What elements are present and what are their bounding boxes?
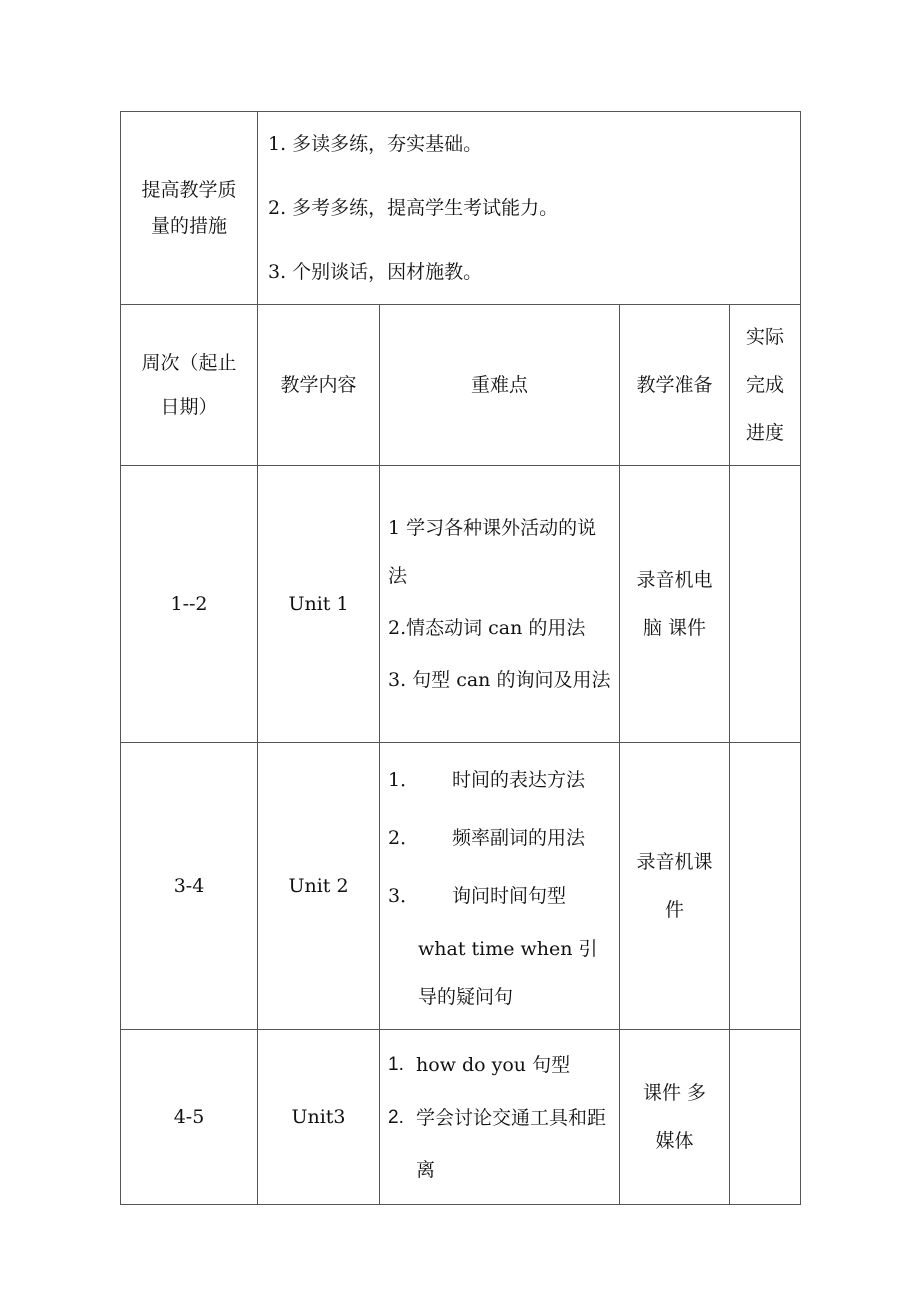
key-point-item <box>388 1038 611 1092</box>
preparation-text: 录音机电脑 课件 <box>636 569 713 639</box>
item-text: 时间的表达方法 <box>452 769 586 791</box>
item-number: 2. <box>388 1107 404 1128</box>
header-preparation: 教学准备 <box>620 305 730 466</box>
item-number: 2． <box>388 827 420 849</box>
teaching-plan-table <box>120 111 801 1205</box>
preparation-cell <box>620 466 730 743</box>
item-text: how do you 句型 <box>416 1054 571 1076</box>
content-cell: Unit 1 <box>258 466 380 743</box>
item-text: 学会讨论交通工具和距离 <box>416 1107 607 1181</box>
header-actual-text: 实际完成进度 <box>746 326 785 444</box>
header-week-text: 周次（起止日期） <box>141 352 237 418</box>
measures-row <box>121 112 801 305</box>
key-point-item: 3. 句型 can 的询问及用法 <box>388 669 611 691</box>
key-points-cell <box>380 466 620 743</box>
preparation-cell <box>620 1030 730 1205</box>
week-cell: 4-5 <box>121 1030 258 1205</box>
measure-item: 3. 个别谈话，因材施教。 <box>268 261 483 283</box>
item-text: 频率副词的用法 <box>452 827 586 849</box>
week-cell: 1--2 <box>121 466 258 743</box>
key-point-item: 2.情态动词 can 的用法 <box>388 617 586 639</box>
item-text: 询问时间句型 <box>452 885 567 907</box>
content-cell: Unit 2 <box>258 743 380 1030</box>
key-point-item <box>388 809 611 867</box>
header-week <box>121 305 258 466</box>
measure-item: 2. 多考多练，提高学生考试能力。 <box>268 197 559 219</box>
key-point-item <box>388 1092 611 1196</box>
measures-list <box>258 112 801 305</box>
header-key-points: 重难点 <box>380 305 620 466</box>
table-row <box>121 1030 801 1205</box>
preparation-text: 录音机课件 <box>636 851 713 921</box>
key-points-cell <box>380 743 620 1030</box>
measure-item: 1. 多读多练，夯实基础。 <box>268 133 483 155</box>
item-number: 3． <box>388 885 420 907</box>
key-point-item: 1 学习各种课外活动的说法 <box>388 517 597 587</box>
actual-cell <box>730 466 801 743</box>
preparation-text: 课件 多媒体 <box>642 1082 707 1152</box>
item-number: 1． <box>388 769 420 791</box>
header-content: 教学内容 <box>258 305 380 466</box>
item-continuation: what time when 引导的疑问句 <box>418 938 598 1008</box>
content-cell: Unit3 <box>258 1030 380 1205</box>
table-row <box>121 743 801 1030</box>
week-cell: 3-4 <box>121 743 258 1030</box>
measures-label-text: 提高教学质量的措施 <box>141 179 237 237</box>
header-row <box>121 305 801 466</box>
header-actual-progress <box>730 305 801 466</box>
actual-cell <box>730 743 801 1030</box>
measures-label <box>121 112 258 305</box>
key-point-item <box>388 867 611 925</box>
actual-cell <box>730 1030 801 1205</box>
item-number: 1. <box>388 1054 404 1075</box>
preparation-cell <box>620 743 730 1030</box>
key-points-cell <box>380 1030 620 1205</box>
table-row <box>121 466 801 743</box>
key-point-item <box>388 751 611 809</box>
